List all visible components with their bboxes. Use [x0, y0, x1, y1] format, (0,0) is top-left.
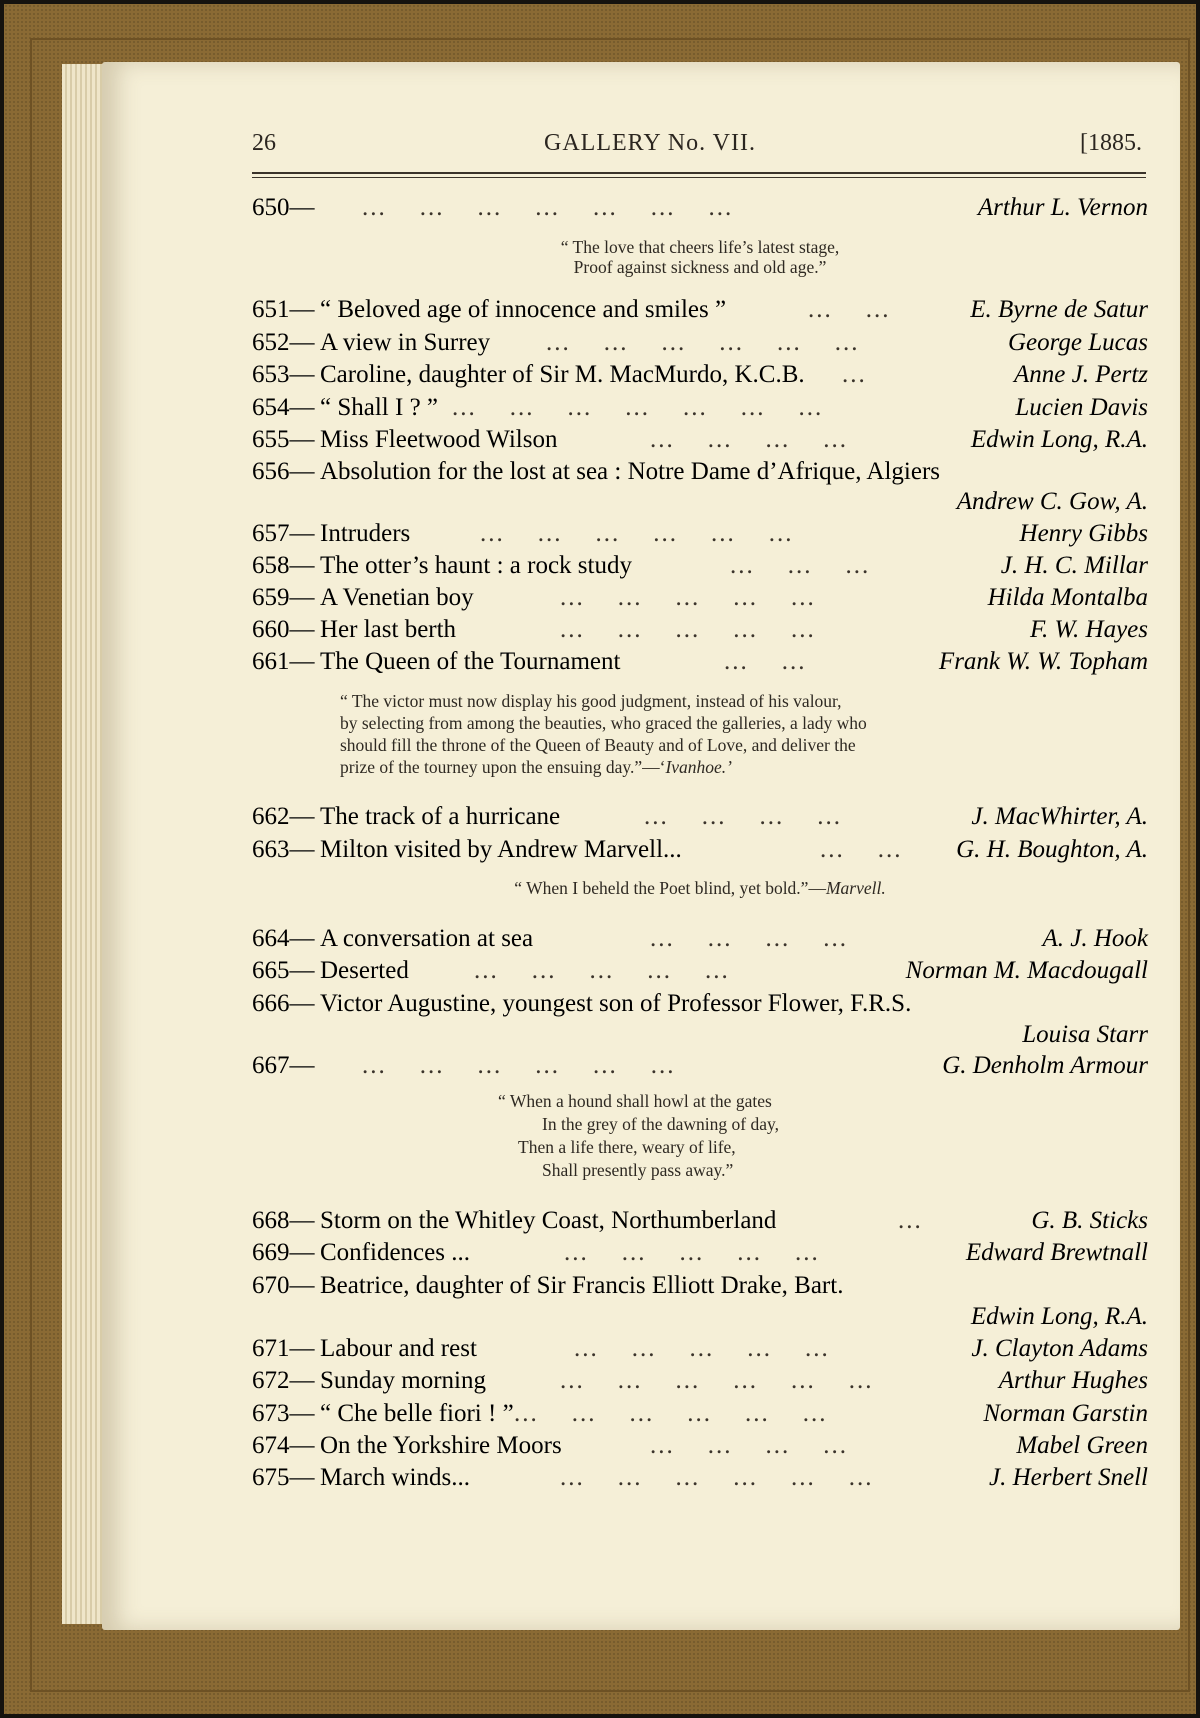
- quote-line: “ The love that cheers life’s latest stage,: [560, 237, 840, 257]
- quote-line: Shall presently pass away.”: [542, 1160, 734, 1180]
- entry-artist: Edward Brewtnall: [965, 1239, 1148, 1266]
- entry-artist: G. H. Boughton, A.: [956, 836, 1148, 863]
- quote-line: Proof against sickness and old age.”: [573, 257, 827, 277]
- leader-dots: ... ... ... ...: [650, 426, 848, 453]
- entry-title: A view in Surrey: [320, 329, 491, 356]
- entry-artist: Hilda Montalba: [987, 584, 1148, 611]
- catalogue-entry: [252, 955, 1148, 987]
- quote-line: “ When a hound shall howl at the gates: [498, 1091, 772, 1111]
- entry-artist: Andrew C. Gow, A.: [956, 488, 1148, 515]
- entry-title: Caroline, daughter of Sir M. MacMurdo, K.C.B.: [320, 361, 805, 388]
- leader-dots: ... ...: [820, 836, 903, 863]
- entry-number: 660—: [252, 616, 315, 643]
- catalogue-entry: [252, 646, 1148, 678]
- catalogue-entry: [252, 392, 1148, 424]
- leader-dots: ... ... ... ... ...: [574, 1335, 830, 1362]
- entry-number: 672—: [252, 1367, 315, 1394]
- quote-line: “ The victor must now display his good judgment, instead of his valour,: [340, 691, 842, 711]
- entry-number: 652—: [252, 329, 315, 356]
- leader-dots: ...: [842, 361, 867, 388]
- entry-artist: Arthur Hughes: [998, 1367, 1148, 1394]
- leader-dots: ... ... ... ...: [650, 1432, 848, 1459]
- entry-title: “ Shall I ? ”: [320, 394, 439, 421]
- entry-artist: Edwin Long, R.A.: [970, 1303, 1148, 1330]
- entry-title: Miss Fleetwood Wilson: [320, 426, 558, 453]
- catalogue-entry: [252, 1333, 1148, 1365]
- entry-artist: E. Byrne de Satur: [970, 296, 1148, 323]
- entry-title: Beatrice, daughter of Sir Francis Elliott Drake, Bart.: [320, 1272, 844, 1299]
- entry-artist: Lucien Davis: [1015, 394, 1148, 421]
- catalogue-entry: [252, 1050, 1148, 1082]
- entry-artist: Frank W. W. Topham: [938, 648, 1148, 675]
- entry-artist: Arthur L. Vernon: [977, 194, 1148, 221]
- leader-dots: ... ... ... ... ... ...: [560, 1464, 874, 1491]
- entry-artist: F. W. Hayes: [1029, 616, 1148, 643]
- catalogue-entry: [252, 614, 1148, 646]
- catalogue-entry: [252, 582, 1148, 614]
- page-title: GALLERY No. VII.: [544, 130, 756, 156]
- entry-artist: Louisa Starr: [1022, 1021, 1148, 1048]
- entry-title: Confidences ...: [320, 1239, 470, 1266]
- entry-title: On the Yorkshire Moors: [320, 1432, 562, 1459]
- entry-number: 665—: [252, 957, 315, 984]
- entry-title: Absolution for the lost at sea : Notre Dame d’Afrique, Algiers: [320, 458, 940, 485]
- entry-number: 657—: [252, 520, 315, 547]
- entry-title: The otter’s haunt : a rock study: [320, 552, 632, 579]
- leader-dots: ... ... ... ... ... ...: [480, 520, 794, 547]
- quote-line: [340, 756, 732, 778]
- entry-artist: Anne J. Pertz: [1014, 361, 1148, 388]
- catalogue-year: [1885.: [1080, 130, 1142, 156]
- catalogue-entry: [252, 1365, 1148, 1397]
- entry-title: A conversation at sea: [320, 925, 534, 952]
- entry-number: 666—: [252, 990, 315, 1017]
- catalogue-entry: [252, 518, 1148, 550]
- leader-dots: ... ... ... ... ... ... ...: [452, 394, 824, 421]
- catalogue-entry: [252, 456, 1148, 488]
- entry-title: The track of a hurricane: [320, 803, 561, 830]
- leader-dots: ... ...: [808, 296, 891, 323]
- entry-number: 653—: [252, 361, 315, 388]
- entry-number: 674—: [252, 1432, 315, 1459]
- catalogue-entry: [252, 1205, 1148, 1237]
- entry-artist: Mabel Green: [1016, 1432, 1148, 1459]
- leader-dots: ... ... ... ... ...: [474, 957, 730, 984]
- catalogue-entry: [252, 923, 1148, 955]
- entry-artist: G. B. Sticks: [1031, 1207, 1148, 1234]
- entry-title: Labour and rest: [320, 1335, 477, 1362]
- quote-line: by selecting from among the beauties, who graced the galleries, a lady who: [340, 713, 867, 733]
- entry-number: 668—: [252, 1207, 315, 1234]
- entry-number: 670—: [252, 1272, 315, 1299]
- entry-artist: Norman Garstin: [983, 1400, 1148, 1427]
- entry-number: 667—: [252, 1052, 315, 1079]
- leader-dots: ... ... ... ...: [650, 925, 848, 952]
- entry-number: 673—: [252, 1400, 315, 1427]
- quote-line: Then a life there, weary of life,: [518, 1137, 736, 1157]
- entry-title: “ Che belle fiori ! ”: [320, 1400, 514, 1427]
- leader-dots: ... ... ... ... ... ...: [546, 329, 860, 356]
- leader-dots: ... ... ... ...: [644, 803, 842, 830]
- leader-dots: ... ... ... ... ...: [560, 616, 816, 643]
- page-header: [152, 130, 1148, 164]
- catalogue-entry: [252, 1270, 1148, 1302]
- catalogue-entry: [252, 1237, 1148, 1269]
- entry-title: Victor Augustine, youngest son of Professor Flower, F.R.S.: [320, 990, 912, 1017]
- entry-artist: Edwin Long, R.A.: [970, 426, 1148, 453]
- entry-artist: J. H. C. Millar: [1000, 552, 1148, 579]
- catalogue-entry: [252, 988, 1148, 1020]
- entry-number: 661—: [252, 648, 315, 675]
- page-number: 26: [252, 130, 276, 156]
- leader-dots: ...: [898, 1207, 923, 1234]
- catalogue-entry: [252, 834, 1148, 866]
- entry-title: Intruders: [320, 520, 411, 547]
- entry-number: 656—: [252, 458, 315, 485]
- catalogue-entry: [252, 424, 1148, 456]
- quote-line: [252, 877, 1148, 899]
- leader-dots: ... ... ... ... ... ...: [362, 1052, 676, 1079]
- quote-line: In the grey of the dawning of day,: [542, 1114, 779, 1134]
- entry-number: 650—: [252, 194, 315, 221]
- catalogue-entry: [252, 1398, 1148, 1430]
- entry-number: 664—: [252, 925, 315, 952]
- entry-title: Sunday morning: [320, 1367, 486, 1394]
- entry-number: 669—: [252, 1239, 315, 1266]
- catalogue-entry: [252, 359, 1148, 391]
- leader-dots: ... ... ... ... ...: [560, 584, 816, 611]
- entry-artist: Norman M. Macdougall: [905, 957, 1148, 984]
- entry-number: 651—: [252, 296, 315, 323]
- entry-artist: G. Denholm Armour: [942, 1052, 1148, 1079]
- entry-artist: A. J. Hook: [1042, 925, 1148, 952]
- leader-dots: ... ...: [724, 648, 807, 675]
- entry-number: 655—: [252, 426, 315, 453]
- entry-number: 658—: [252, 552, 315, 579]
- catalogue-entry: [252, 192, 1148, 224]
- quote-source: Ivanhoe.’: [665, 757, 733, 777]
- catalogue-entry: [252, 294, 1148, 326]
- catalogue-entry: [252, 801, 1148, 833]
- entry-artist: George Lucas: [1007, 329, 1148, 356]
- header-rule: [252, 172, 1146, 174]
- catalogue-entry: [252, 1462, 1148, 1494]
- leader-dots: ... ... ...: [730, 552, 871, 579]
- entry-title: A Venetian boy: [320, 584, 474, 611]
- quote-text: prize of the tourney upon the ensuing day.”—‘: [340, 757, 666, 777]
- entry-title: March winds...: [320, 1464, 470, 1491]
- header-rule-thin: [252, 177, 1146, 178]
- entry-number: 659—: [252, 584, 315, 611]
- quote-line: should fill the throne of the Queen of Beauty and of Love, and deliver the: [340, 735, 856, 755]
- leader-dots: ... ... ... ... ... ... ...: [362, 194, 734, 221]
- catalogue-entry: [252, 1430, 1148, 1462]
- leader-dots: ... ... ... ... ... ...: [560, 1367, 874, 1394]
- entry-artist: J. Herbert Snell: [989, 1464, 1148, 1491]
- entry-title: Deserted: [320, 957, 409, 984]
- quote-text: “ When I beheld the Poet blind, yet bold.”—: [514, 878, 826, 898]
- leader-dots: ... ... ... ... ... ...: [514, 1400, 828, 1427]
- leader-dots: ... ... ... ... ...: [564, 1239, 820, 1266]
- entry-number: 675—: [252, 1464, 315, 1491]
- entry-number: 662—: [252, 803, 315, 830]
- entry-number: 654—: [252, 394, 315, 421]
- entry-title: “ Beloved age of innocence and smiles ”: [320, 296, 727, 323]
- entry-artist: J. MacWhirter, A.: [971, 803, 1148, 830]
- entry-title: Her last berth: [320, 616, 457, 643]
- entry-number: 671—: [252, 1335, 315, 1362]
- entry-title: Storm on the Whitley Coast, Northumberland: [320, 1207, 777, 1234]
- catalogue-entry: [252, 327, 1148, 359]
- catalogue-entry: [252, 550, 1148, 582]
- entry-title: The Queen of the Tournament: [320, 648, 621, 675]
- entry-number: 663—: [252, 836, 315, 863]
- entry-artist: Henry Gibbs: [1019, 520, 1148, 547]
- entry-artist: J. Clayton Adams: [971, 1335, 1148, 1362]
- entry-title: Milton visited by Andrew Marvell...: [320, 836, 682, 863]
- quote-source: Marvell.: [825, 878, 886, 898]
